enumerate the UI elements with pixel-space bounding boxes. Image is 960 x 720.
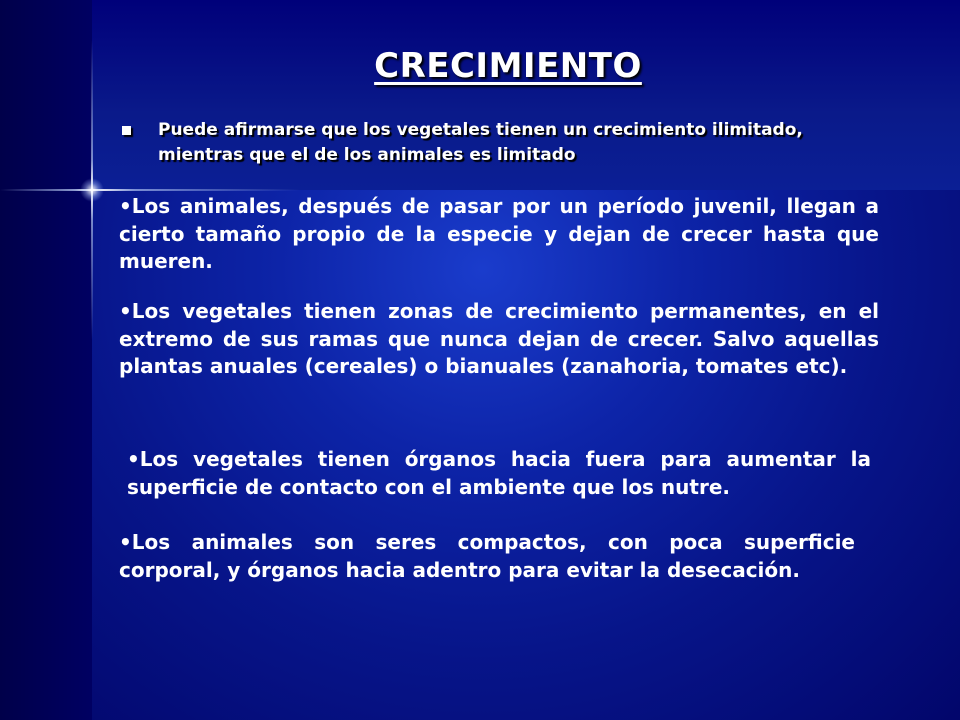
bullet-dot-icon: • bbox=[119, 530, 132, 554]
bullet-dot-icon: • bbox=[119, 194, 132, 218]
slide-title: CRECIMIENTO bbox=[374, 46, 642, 86]
background-left-band bbox=[0, 0, 92, 720]
light-flare-horizontal bbox=[0, 189, 300, 191]
summary-bullet bbox=[122, 118, 882, 168]
square-bullet-icon bbox=[122, 126, 131, 135]
paragraph-plants-growth bbox=[119, 298, 879, 381]
paragraph-animals-growth bbox=[119, 193, 879, 276]
paragraph-text: Los animales son seres compactos, con poca superficie corporal, y órganos hacia adentro para evitar la desecación. bbox=[119, 530, 855, 582]
paragraph-plants-organs bbox=[127, 446, 871, 501]
light-flare-glow bbox=[80, 178, 104, 202]
bullet-dot-icon: • bbox=[127, 447, 140, 471]
paragraph-text: Los vegetales tienen órganos hacia fuera para aumentar la superficie de contacto con el ambiente que los nutre. bbox=[127, 447, 871, 499]
paragraph-text: Los vegetales tienen zonas de crecimiento permanentes, en el extremo de sus ramas que nunca dejan de crecer. Salvo aquellas plantas anuales (cereales) o bianuales (zanahoria, tomates etc). bbox=[119, 299, 879, 378]
bullet-dot-icon: • bbox=[119, 299, 132, 323]
paragraph-text: Los animales, después de pasar por un período juvenil, llegan a cierto tamaño propio de la especie y dejan de crecer hasta que mueren. bbox=[119, 194, 879, 273]
paragraph-animals-organs bbox=[119, 529, 855, 584]
summary-bullet-text: Puede afirmarse que los vegetales tienen un crecimiento ilimitado, mientras que el de los animales es limitado bbox=[158, 120, 803, 165]
